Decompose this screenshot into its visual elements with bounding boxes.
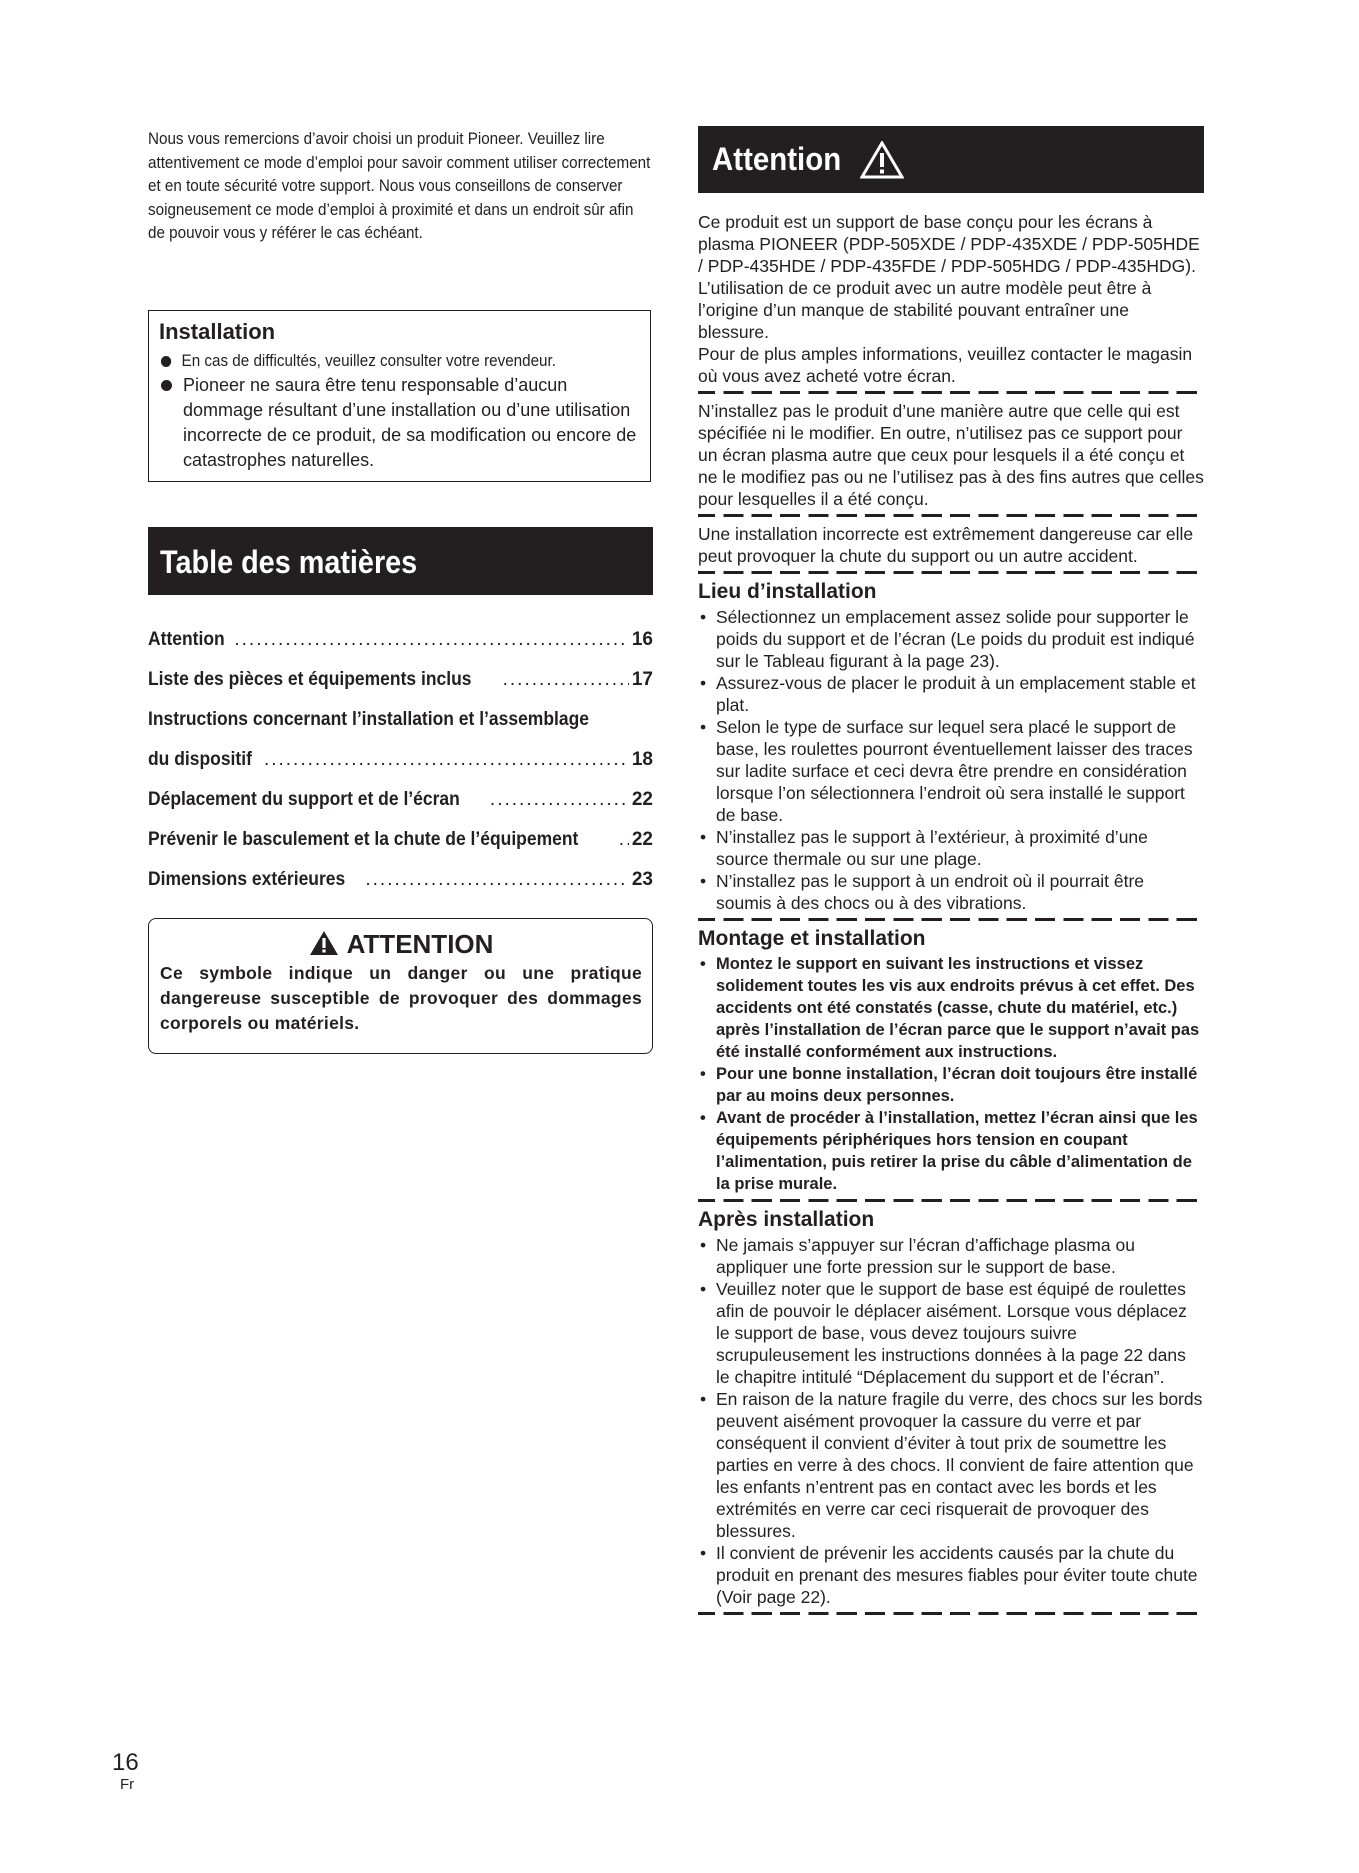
product-description: Ce produit est un support de base conçu pour les écrans à plasma PIONEER (PDP-505XDE / PDP-435XDE / PDP-505HDE / PDP-435HDE / PDP-435FDE / PDP-505HDG / PDP-435HDG). xyxy=(698,212,1200,276)
attention-text: Ce symbole indique un danger ou une pratique dangereuse susceptible de provoquer des dommages corporels ou matériels. xyxy=(160,963,642,1033)
installation-danger: Une installation incorrecte est extrêmement dangereuse car elle peut provoquer la chute du support ou un autre accident. xyxy=(698,524,1194,566)
attention-title: ATTENTION xyxy=(160,929,642,959)
apres-list xyxy=(698,1234,1204,1608)
page-number: 16 xyxy=(112,1749,139,1776)
installation-title: Installation xyxy=(159,319,276,344)
toc-entry-line1[interactable]: Instructions concernant l’installation et l’assemblage xyxy=(148,709,589,730)
toc-page: 22 xyxy=(631,829,653,850)
toc-heading: Table des matières xyxy=(148,527,653,595)
warning-icon xyxy=(309,930,339,956)
toc-entry[interactable]: du dispositif ..... 18 xyxy=(148,740,653,780)
list-item: • N’installez pas le support à un endroit où il pourrait être soumis à des chocs ou à des vibrations. xyxy=(700,871,1145,913)
toc-page: 22 xyxy=(631,789,653,810)
lieu-list xyxy=(698,606,1204,914)
list-item: • Pour une bonne installation, l’écran doit toujours être installé par au moins deux personnes. xyxy=(700,1065,1198,1105)
toc-entry[interactable]: Prévenir le basculement et la chute de l’équipement ..... 22 xyxy=(148,820,653,860)
montage-list xyxy=(698,953,1204,1195)
montage-title: Montage et installation xyxy=(698,927,926,950)
list-item: • Assurez-vous de placer le produit à un emplacement stable et plat. xyxy=(700,673,1196,715)
toc-page: 23 xyxy=(631,869,653,890)
divider xyxy=(698,1612,1204,1615)
toc-entry[interactable]: Déplacement du support et de l’écran ..... 22 xyxy=(148,780,653,820)
toc-page: 17 xyxy=(631,669,653,690)
installation-box xyxy=(148,310,651,482)
list-item: • Montez le support en suivant les instructions et vissez solidement toutes les vis aux endroits prévus à cet effet. Des accidents ont été constatés (casse, chute du matériel, etc.) après l’installation de l’écran parce que le support n’avait pas été installé conformément aux instructions. xyxy=(700,955,1200,1061)
bullet-icon xyxy=(161,356,171,367)
intro-paragraph: Nous vous remercions d’avoir choisi un produit Pioneer. Veuillez lire attentivement ce mode d’emploi pour savoir comment utiliser correctement et en toute sécurité votre support. Nous vous conseillons de conserver soigneusement ce mode d’emploi à proximité et dans un endroit sûr afin de pouvoir vous y référer le cas échéant. xyxy=(148,130,651,242)
lieu-title: Lieu d’installation xyxy=(698,580,877,603)
intro-section xyxy=(148,128,653,246)
toc-entry[interactable]: Liste des pièces et équipements inclus ..... 17 xyxy=(148,660,653,700)
modification-warning: N’installez pas le produit d’une manière autre que celle qui est spécifiée ni le modifier. En outre, n’utilisez pas ce support pour un écran plasma autre que ceux pour lesquels il a été conçu et ne le modifiez pas ou ne l’utilisez pas à des fins autres que celles pour lesquelles il a été conçu. xyxy=(698,401,1204,509)
list-item: • Il convient de prévenir les accidents causés par la chute du produit en prenant des mesures fiables pour éviter toute chute (Voir page 22). xyxy=(700,1543,1198,1607)
bullet-icon xyxy=(161,380,172,391)
list-item: • Selon le type de surface sur lequel sera placé le support de base, les roulettes pourront éventuellement laisser des traces sur ladite surface et ceci devra être prendre en considération lorsque l’on sélectionnera l’endroit où sera installé le support de base. xyxy=(700,717,1193,825)
page-language: Fr xyxy=(120,1776,135,1793)
toc-entry[interactable]: Attention ..... 16 xyxy=(148,620,653,660)
divider xyxy=(698,391,1204,394)
installation-item: Pioneer ne saura être tenu responsable d’aucun dommage résultant d’une installation ou d’une utilisation incorrecte de ce produit, de sa modification ou encore de catastrophes naturelles. xyxy=(159,373,642,473)
list-item: • Veuillez noter que le support de base est équipé de roulettes afin de pouvoir le déplacer aisément. Lorsque vous déplacez le support de base, vous devez toujours suivre scrupuleusement les instructions données à la page 22 dans le chapitre intitulé “Déplacement du support et de l’écran”. xyxy=(700,1279,1187,1387)
attention-header: Attention xyxy=(698,126,1204,193)
toc-page: 16 xyxy=(631,629,653,650)
stability-warning: L’utilisation de ce produit avec un autre modèle peut être à l’origine d’un manque de stabilité pouvant entraîner une blessure. xyxy=(698,278,1152,342)
divider xyxy=(698,571,1204,574)
installation-item: En cas de difficultés, veuillez consulter votre revendeur. xyxy=(159,349,652,373)
list-item: • Sélectionnez un emplacement assez solide pour supporter le poids du support et de l’écran (Le poids du produit est indiqué sur le Tableau figurant à la page 23). xyxy=(700,607,1195,671)
list-item: • N’installez pas le support à l’extérieur, à proximité d’une source thermale ou sur une plage. xyxy=(700,827,1148,869)
list-item: • Avant de procéder à l’installation, mettez l’écran ainsi que les équipements périphériques hors tension en coupant l’alimentation, puis retirer la prise du câble d’alimentation de la prise murale. xyxy=(700,1109,1198,1193)
warning-icon xyxy=(860,141,904,179)
divider xyxy=(698,918,1204,921)
contact-info: Pour de plus amples informations, veuillez contacter le magasin où vous avez acheté votre écran. xyxy=(698,344,1193,386)
toc-page: 18 xyxy=(631,749,653,770)
attention-symbol-box xyxy=(148,918,653,1054)
apres-title: Après installation xyxy=(698,1208,875,1231)
list-item: • Ne jamais s’appuyer sur l’écran d’affichage plasma ou appliquer une forte pression sur le support de base. xyxy=(700,1235,1135,1277)
table-of-contents xyxy=(148,620,653,900)
toc-entry[interactable]: Dimensions extérieures ..... 23 xyxy=(148,860,653,900)
divider xyxy=(698,514,1204,517)
list-item: • En raison de la nature fragile du verre, des chocs sur les bords peuvent aisément provoquer la cassure du verre et par conséquent il convient d’éviter à tout prix de soumettre les parties en verre à des chocs. Il convient de faire attention que les enfants n’entrent pas en contact avec les bords et les extrémités en verre car ceci risquerait de provoquer des blessures. xyxy=(700,1389,1203,1541)
right-column xyxy=(698,126,1204,1621)
divider xyxy=(698,1199,1204,1202)
